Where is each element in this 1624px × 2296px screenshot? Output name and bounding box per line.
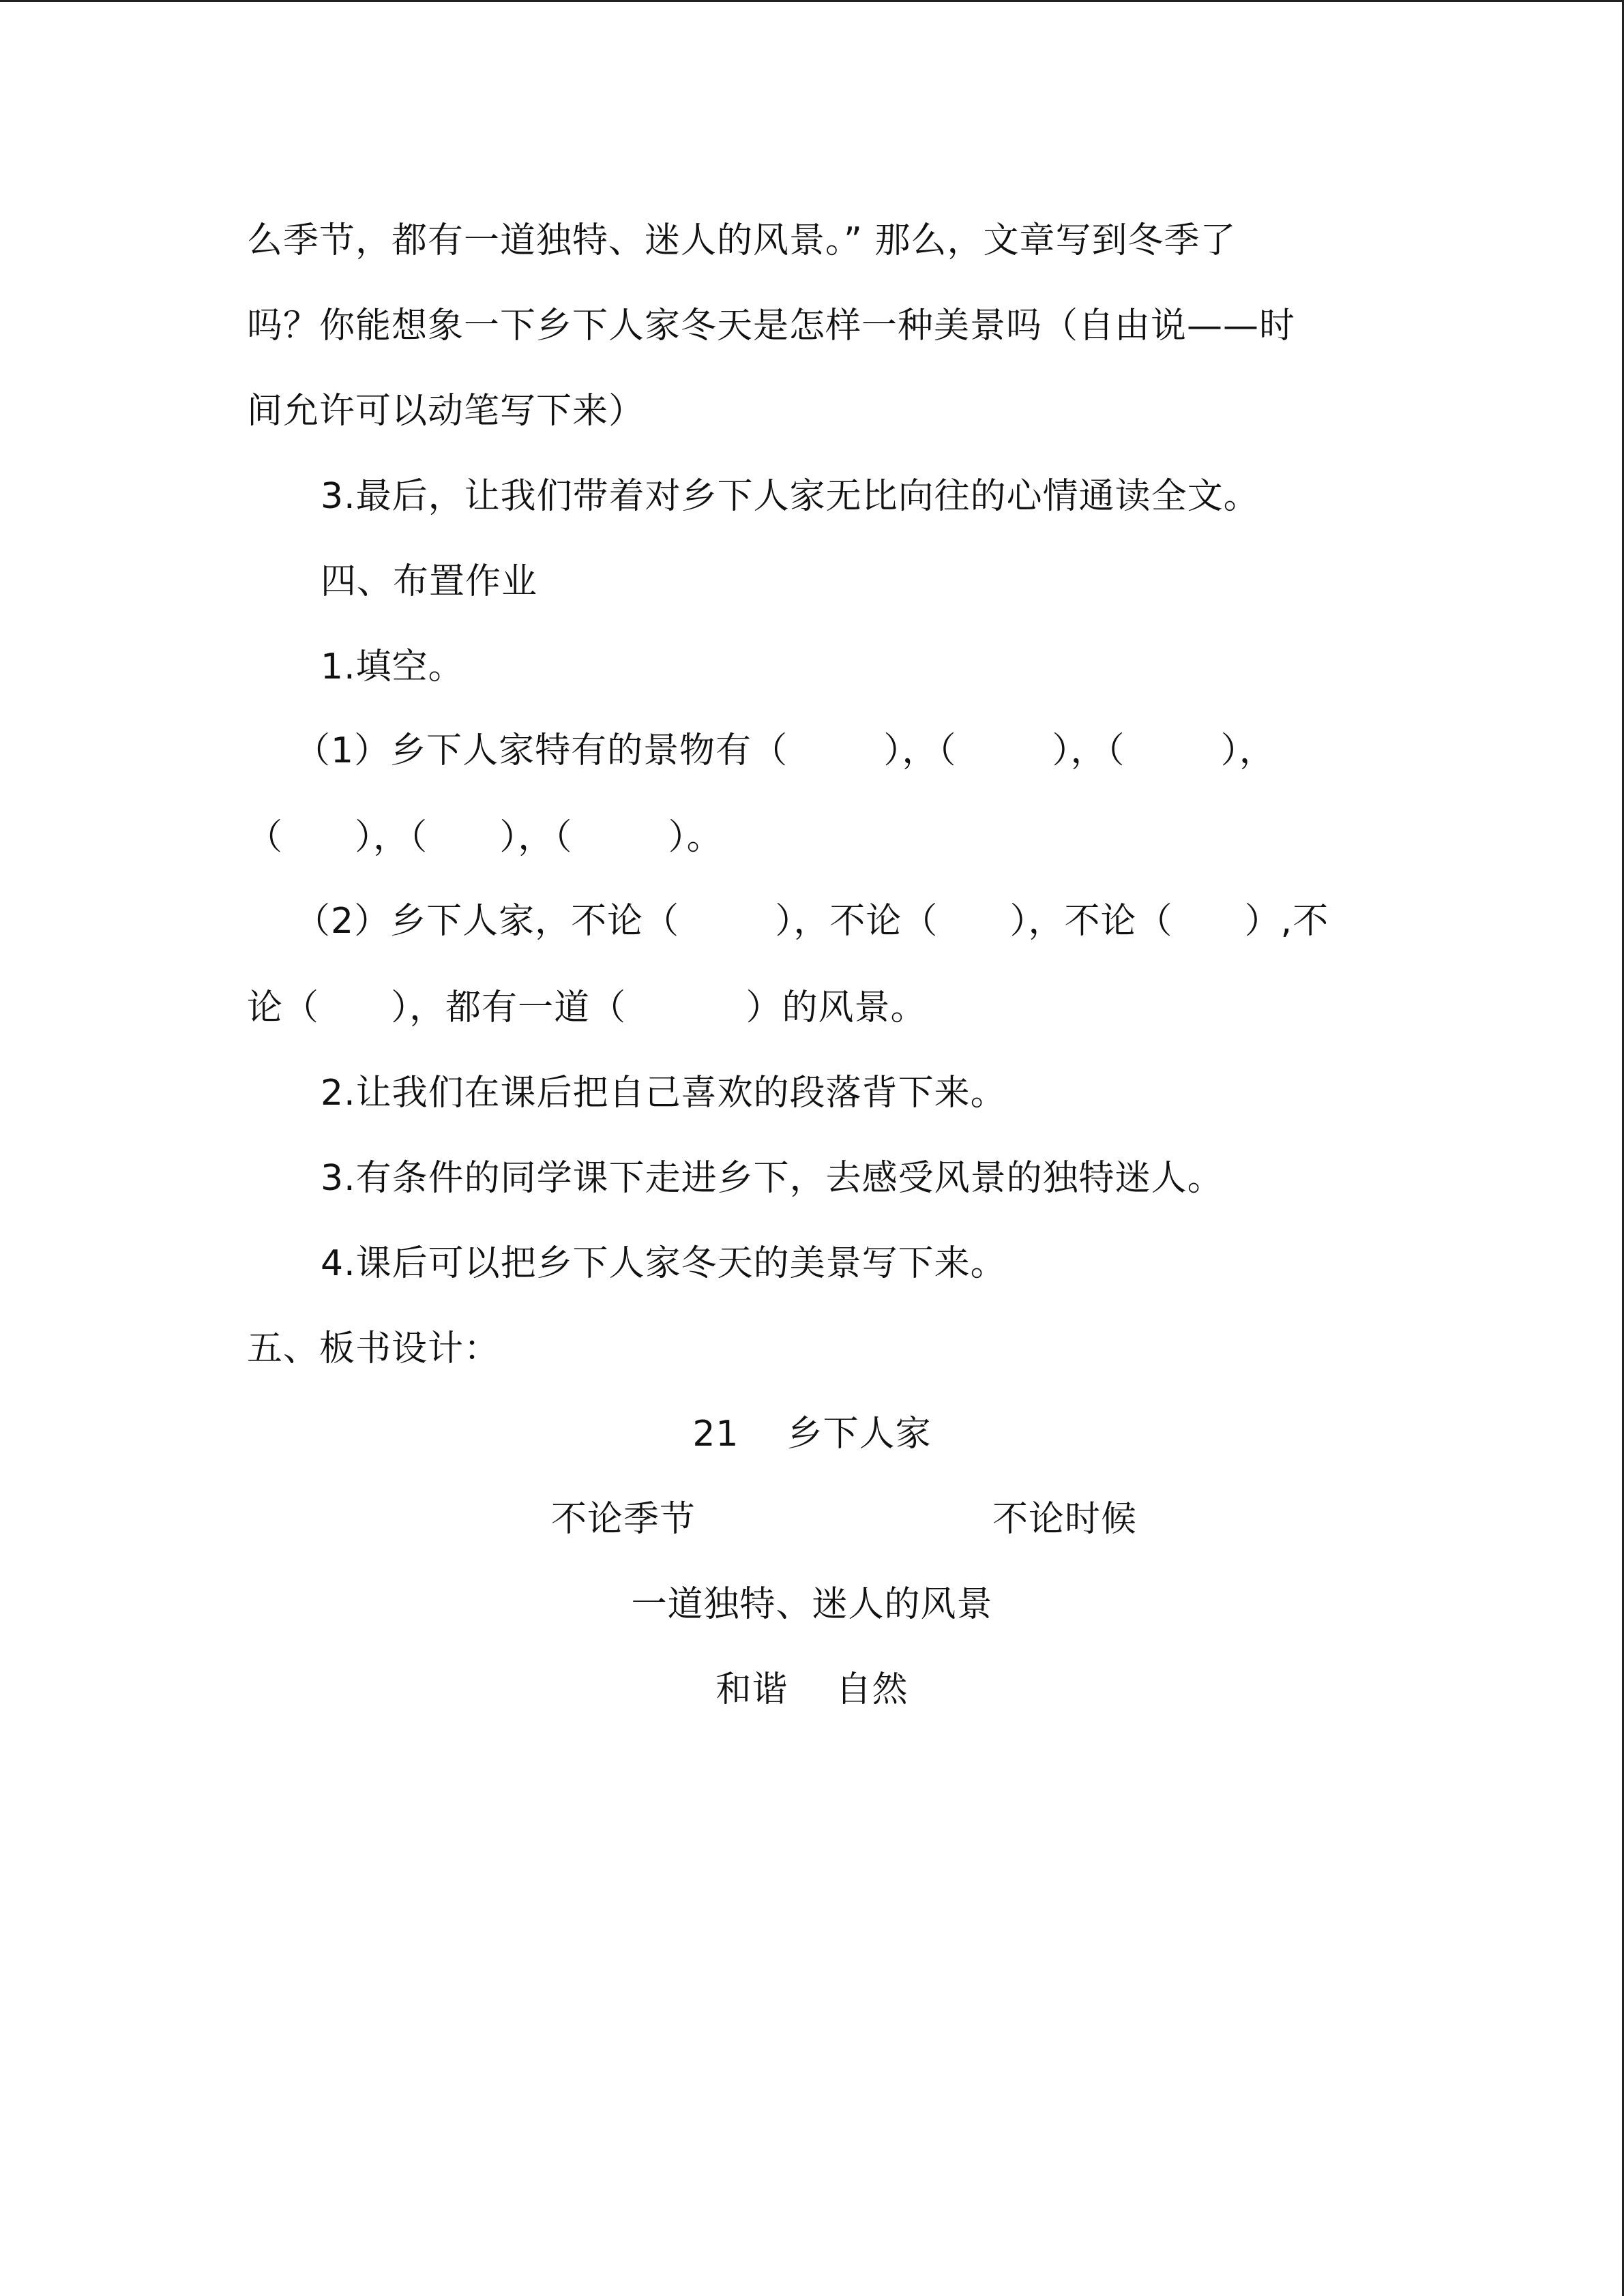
paragraph-line: 间允许可以动笔写下来） <box>247 391 645 432</box>
board-bottom-phrase: 和谐 自然 <box>715 1669 909 1710</box>
task-1-text: 1.填空。 <box>321 646 464 687</box>
board-center-phrase: 一道独特、迷人的风景 <box>631 1584 993 1625</box>
section-4-heading: 四、布置作业 <box>321 561 538 602</box>
question-2-line: （2）乡下人家，不论（ ），不论（ ），不论（ ）,不 <box>295 901 1329 942</box>
task-4-text: 4.课后可以把乡下人家冬天的美景写下来。 <box>321 1243 1007 1284</box>
section-5-heading: 五、板书设计： <box>247 1328 501 1369</box>
paragraph-line: 吗？你能想象一下乡下人家冬天是怎样一种美景吗（自由说——时 <box>247 305 1296 346</box>
step-3-text: 3.最后，让我们带着对乡下人家无比向往的心情通读全文。 <box>321 476 1260 517</box>
task-3-text: 3.有条件的同学课下走进乡下，去感受风景的独特迷人。 <box>321 1158 1224 1199</box>
question-1-line: （1）乡下人家特有的景物有（ ），（ ），（ ）， <box>295 730 1275 771</box>
task-2-text: 2.让我们在课后把自己喜欢的段落背下来。 <box>321 1073 1007 1114</box>
question-1-line: （ ），（ ），（ ）。 <box>247 817 723 858</box>
board-right-phrase: 不论时候 <box>992 1499 1138 1540</box>
board-left-phrase: 不论季节 <box>551 1499 696 1540</box>
question-2-line: 论（ ），都有一道（ ）的风景。 <box>247 987 927 1028</box>
board-title: 21 乡下人家 <box>692 1414 932 1455</box>
paragraph-line: 么季节，都有一道独特、迷人的风景。” 那么，文章写到冬季了 <box>247 220 1237 261</box>
